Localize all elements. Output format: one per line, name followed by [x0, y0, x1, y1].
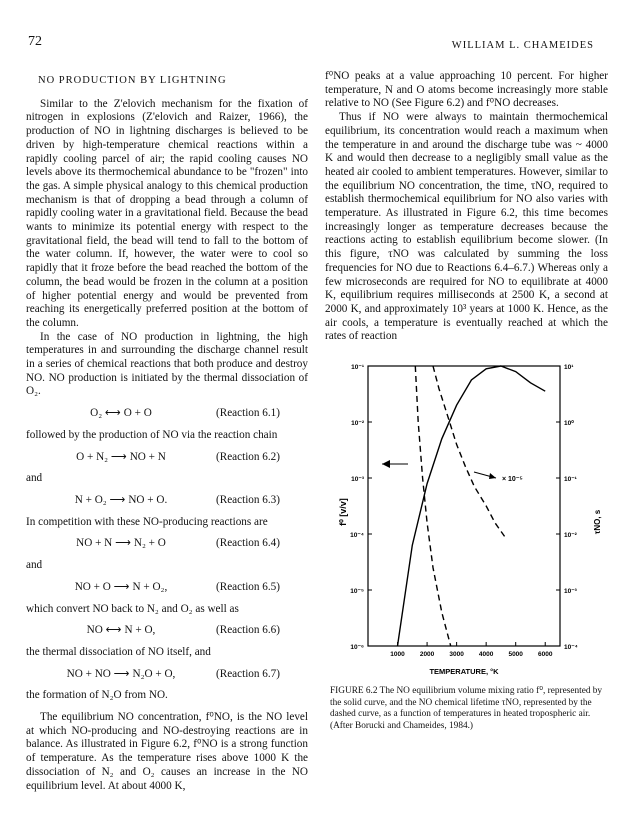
paragraph: In competition with these NO-producing reactions are	[26, 515, 268, 528]
y-left-tick-label: 10⁻³	[351, 476, 364, 483]
chemical-lifetime-line	[433, 366, 507, 540]
y-left-tick-label: 10⁻⁵	[350, 588, 364, 595]
y-right-tick-label: 10⁻³	[564, 588, 577, 595]
equation	[26, 494, 308, 508]
paragraph: The equilibrium NO concentration, f⁰NO, is the NO level at which NO-producing and NO-destroying reactions are in balance. As illustrated in Figure 6.2, f⁰NO is a strong function of temperature. As the temperature rises above 1000 K the dissociation of N₂ and O₂ causes an increase in the NO equilibrium level. At about 4000 K,	[26, 711, 308, 792]
equation	[26, 537, 308, 551]
equation-number: (Reaction 6.4)	[216, 537, 280, 550]
left-column	[26, 70, 308, 793]
equation-number: (Reaction 6.1)	[216, 407, 280, 420]
annotation-label: × 10⁻⁵	[502, 476, 523, 483]
x-tick-label: 4000	[478, 651, 494, 658]
paragraph: and	[26, 472, 43, 485]
equation-number: (Reaction 6.7)	[216, 667, 280, 680]
equation-formula: NO ⟷ N + O,	[86, 624, 156, 637]
equation	[26, 407, 308, 421]
paragraph: In the case of NO production in lightning, the high temperatures in and surrounding the discharge channel result in a series of chemical reactions that both produce and destroy NO. NO production is initiated by the thermal dissociation of O₂.	[26, 330, 308, 398]
equation	[26, 451, 308, 465]
y-left-tick-label: 10⁻⁶	[350, 644, 364, 651]
equation-formula: O + N₂ ⟶ NO + N	[76, 450, 166, 463]
y-axis-left-label: f⁰ [v/v]	[338, 498, 348, 526]
equation-number: (Reaction 6.5)	[216, 580, 280, 593]
equation-number: (Reaction 6.2)	[216, 450, 280, 463]
paragraph: the thermal dissociation of NO itself, and	[26, 645, 211, 658]
equation-formula: NO + N ⟶ N₂ + O	[76, 537, 166, 550]
series-layer	[398, 366, 546, 646]
y-left-tick-label: 10⁻²	[351, 420, 364, 427]
paragraph: the formation of N₂O from NO.	[26, 689, 168, 702]
equilibrium-mixing-ratio-line	[398, 366, 546, 646]
paragraph: which convert NO back to N₂ and O₂ as well as	[26, 602, 239, 615]
section-heading: NO PRODUCTION BY LIGHTNING	[38, 75, 227, 86]
x-tick-label: 5000	[508, 651, 523, 658]
y-left-tick-label: 10⁻¹	[351, 364, 364, 371]
x-axis-label: TEMPERATURE, °K	[429, 667, 499, 676]
paragraph: followed by the production of NO via the reaction chain	[26, 428, 278, 441]
annotation-arrowhead	[489, 473, 496, 479]
equation	[26, 581, 308, 595]
y-left-tick-label: 10⁻⁴	[350, 532, 364, 539]
equation	[26, 624, 308, 638]
equation	[26, 668, 308, 682]
plot-frame	[368, 366, 560, 646]
equation-number: (Reaction 6.3)	[216, 493, 280, 506]
y-right-tick-label: 10⁻⁴	[564, 644, 578, 651]
y-right-tick-label: 10⁻¹	[564, 476, 577, 483]
left-arrowhead	[382, 460, 390, 468]
equation-formula: NO + O ⟶ N + O₂,	[74, 580, 168, 593]
x-tick-label: 6000	[537, 651, 553, 658]
equation-formula: N + O₂ ⟶ NO + O.	[74, 493, 168, 506]
y-right-tick-label: 10⁻²	[564, 532, 577, 539]
figure-caption: FIGURE 6.2 The NO equilibrium volume mixing ratio f⁰, represented by the solid curve, and the NO chemical lifetime τNO, represented by the dashed curve, as a function of temperatures in heated tropospheric air. (After Borucki and Chameides, 1984.)	[330, 686, 603, 731]
y-right-tick-label: 10¹	[564, 364, 574, 371]
page-number: 72	[28, 34, 42, 49]
figure-6-2-chart	[330, 352, 610, 678]
right-column	[325, 70, 608, 344]
x-tick-label: 2000	[419, 651, 435, 658]
y-axis-right-label: τNO, s	[593, 509, 602, 535]
equation-number: (Reaction 6.6)	[216, 624, 280, 637]
x-tick-label: 3000	[449, 651, 464, 658]
x-tick-label: 1000	[390, 651, 405, 658]
equation-formula: O₂ ⟷ O + O	[90, 407, 152, 420]
axis-ticks	[350, 364, 578, 658]
paragraph: and	[26, 559, 43, 572]
running-head: WILLIAM L. CHAMEIDES	[451, 40, 594, 51]
y-right-tick-label: 10⁰	[564, 420, 574, 427]
paragraph: f⁰NO peaks at a value approaching 10 percent. For higher temperature, N and O atoms become increasingly more stable relative to NO (See Figure 6.2) and f⁰NO decreases.	[325, 70, 608, 110]
paragraph: Thus if NO were always to maintain thermochemical equilibrium, its concentration would reach a maximum when the temperature in and around the discharge tube was ~ 4000 K and would then decrease to a negligibly small value as the heated air cooled to ambient temperatures. However, similar to the equilibrium NO concentration, the time, τNO, required to establish thermochemical equilibrium for NO also varies with temperature. As illustrated in Figure 6.2, this time becomes increasingly longer as temperature decreases because the reactions acting to establish equilibrium become slower. (In this figure, τNO was calculated by summing the loss frequencies for NO due to Reactions 6.4–6.7.) Whereas only a few microseconds are required for NO to equilibrate at 4000 K, equilibrium requires milliseconds at 2500 K, a second at 2000 K, and approximately 10³ years at 1000 K. Hence, as the air cools, a temperature is eventually reached at which the rates of reaction	[325, 111, 608, 343]
paragraph: Similar to the Z'elovich mechanism for the fixation of nitrogen in explosions (Z'elovich and Raizer, 1966), the production of NO in lightning discharges is believed to be driven by high-temperature chemical reactions within a rapidly cooling parcel of air; the rapid cooling causes NO levels above its thermochemical abundance to be "frozen" into the gas. A simple physical analogy to this chemical production mechanism is that of dropping a bead through a column of rapidly cooling water in a gravitational field. Because the bead wants to minimize its potential energy with respect to the gravitational field, the bead will tend to fall to the bottom of the water column. If, however, the water were to cool so rapidly that it froze before the bead reached the bottom of the column, the bead would be frozen in the column at a position of higher potential energy and would be prevented from reaching its energetically preferred position at the bottom of the column.	[26, 97, 308, 329]
equation-formula: NO + NO ⟶ N₂O + O,	[66, 667, 176, 680]
